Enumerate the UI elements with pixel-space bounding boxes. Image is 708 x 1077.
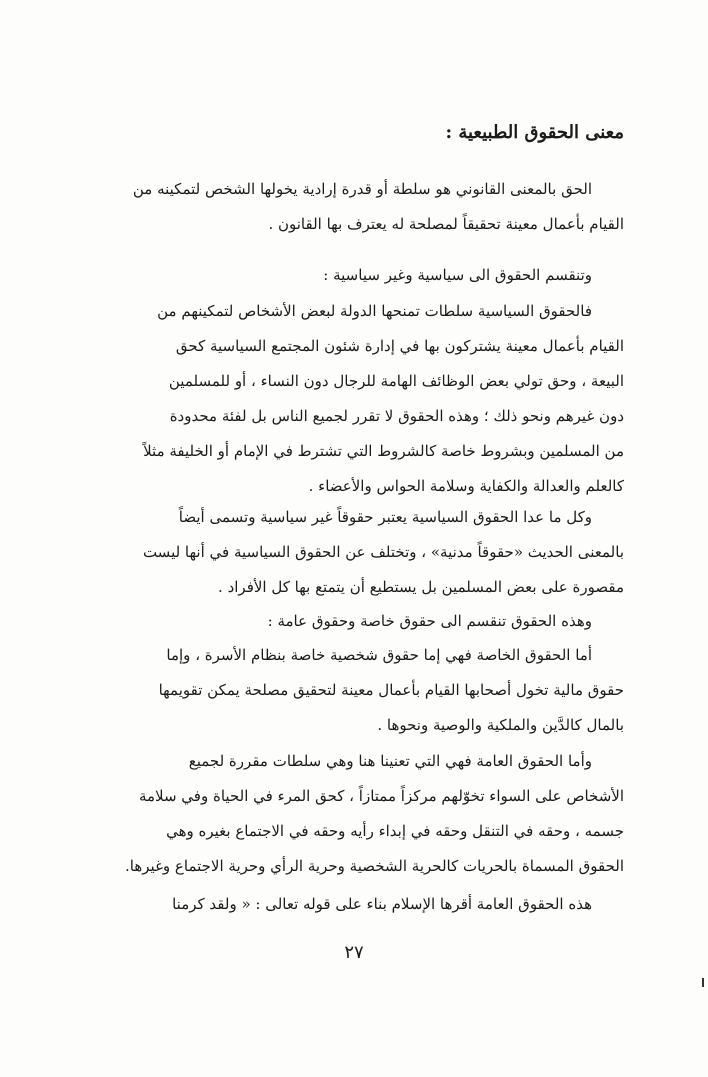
paragraph-line: هذه الحقوق العامة أقرها الإسلام بناء على قوله تعالى : « ولقد كرمنا [172, 895, 592, 913]
paragraph-line: فالحقوق السياسية سلطات تمنحها الدولة لبعض الأشخاص لتمكينهم من [157, 302, 592, 320]
paragraph-line: مقصورة على بعض المسلمين بل يستطيع أن يتمتع بها كل الأفراد . [218, 578, 624, 596]
paragraph-line: كالعلم والعدالة والكفاية وسلامة الحواس والأعضاء . [308, 477, 624, 495]
paragraph-line: وأما الحقوق العامة فهي التي تعنينا هنا وهي سلطات مقررة لجميع [188, 752, 592, 770]
paragraph-civil-division [79, 604, 624, 639]
paragraph-line: الحقوق المسماة بالحريات كالحرية الشخصية وحرية الرأي وحرية الاجتماع وغيرها. [125, 857, 624, 875]
paragraph-line: الأشخاص على السواء تخوّلهم مركزاً ممتازاً ، كحق المرء في الحياة وفي سلامة [138, 787, 624, 805]
paragraph-line: وكل ما عدا الحقوق السياسية يعتبر حقوقاً غير سياسية وتسمى أيضاً [178, 508, 592, 526]
section-heading: معنى الحقوق الطبيعية : [445, 122, 624, 143]
paragraph-line: حقوق مالية تخول أصحابها القيام بأعمال معينة لتحقيق مصلحة يمكن تقويمها [158, 681, 624, 699]
paragraph-line: القيام بأعمال معينة يشتركون بها في إدارة شئون المجتمع السياسية كحق [175, 337, 624, 355]
paragraph-private-rights [79, 638, 624, 743]
paragraph-line: جسمه ، وحقه في التنقل وحقه في إبداء رأيه وحقه في الاجتماع بغيره وهي [166, 822, 624, 840]
paragraph-rights-division [79, 258, 624, 293]
paragraph-islam-quote [79, 887, 624, 922]
paragraph-line: أما الحقوق الخاصة فهي إما حقوق شخصية خاصة بنظام الأسرة ، وإما [166, 646, 592, 664]
paragraph-line: الحق بالمعنى القانوني هو سلطة أو قدرة إرادية يخولها الشخص لتمكينه من [132, 180, 592, 198]
page-number: ٢٧ [344, 942, 364, 963]
paragraph-political-rights [79, 294, 624, 504]
paragraph-civil-rights [79, 500, 624, 605]
paragraph-line: دون غيرهم ونحو ذلك ؛ وهذه الحقوق لا تقرر لجميع الناس بل لفئة محدودة [169, 407, 624, 425]
paragraph-line: وهذه الحقوق تنقسم الى حقوق خاصة وحقوق عامة : [267, 612, 592, 630]
margin-mark [702, 978, 704, 987]
paragraph-line: بالمال كالدَّين والملكية والوصية ونحوها . [377, 716, 624, 734]
paragraph-line: البيعة ، وحق تولي بعض الوظائف الهامة للرجال دون النساء ، أو للمسلمين [168, 372, 624, 390]
paragraph-line: من المسلمين وبشروط خاصة كالشروط التي تشترط في الإمام أو الخليفة مثلاً [143, 442, 624, 460]
paragraph-public-rights [79, 744, 624, 884]
paragraph-line: وتنقسم الحقوق الى سياسية وغير سياسية : [323, 266, 592, 284]
paragraph-line: بالمعنى الحديث «حقوقاً مدنية» ، وتختلف عن الحقوق السياسية في أنها ليست [142, 543, 624, 561]
paragraph-right-definition [79, 172, 624, 242]
paragraph-line: القيام بأعمال معينة تحقيقاً لمصلحة له يعترف بها القانون . [268, 215, 624, 233]
